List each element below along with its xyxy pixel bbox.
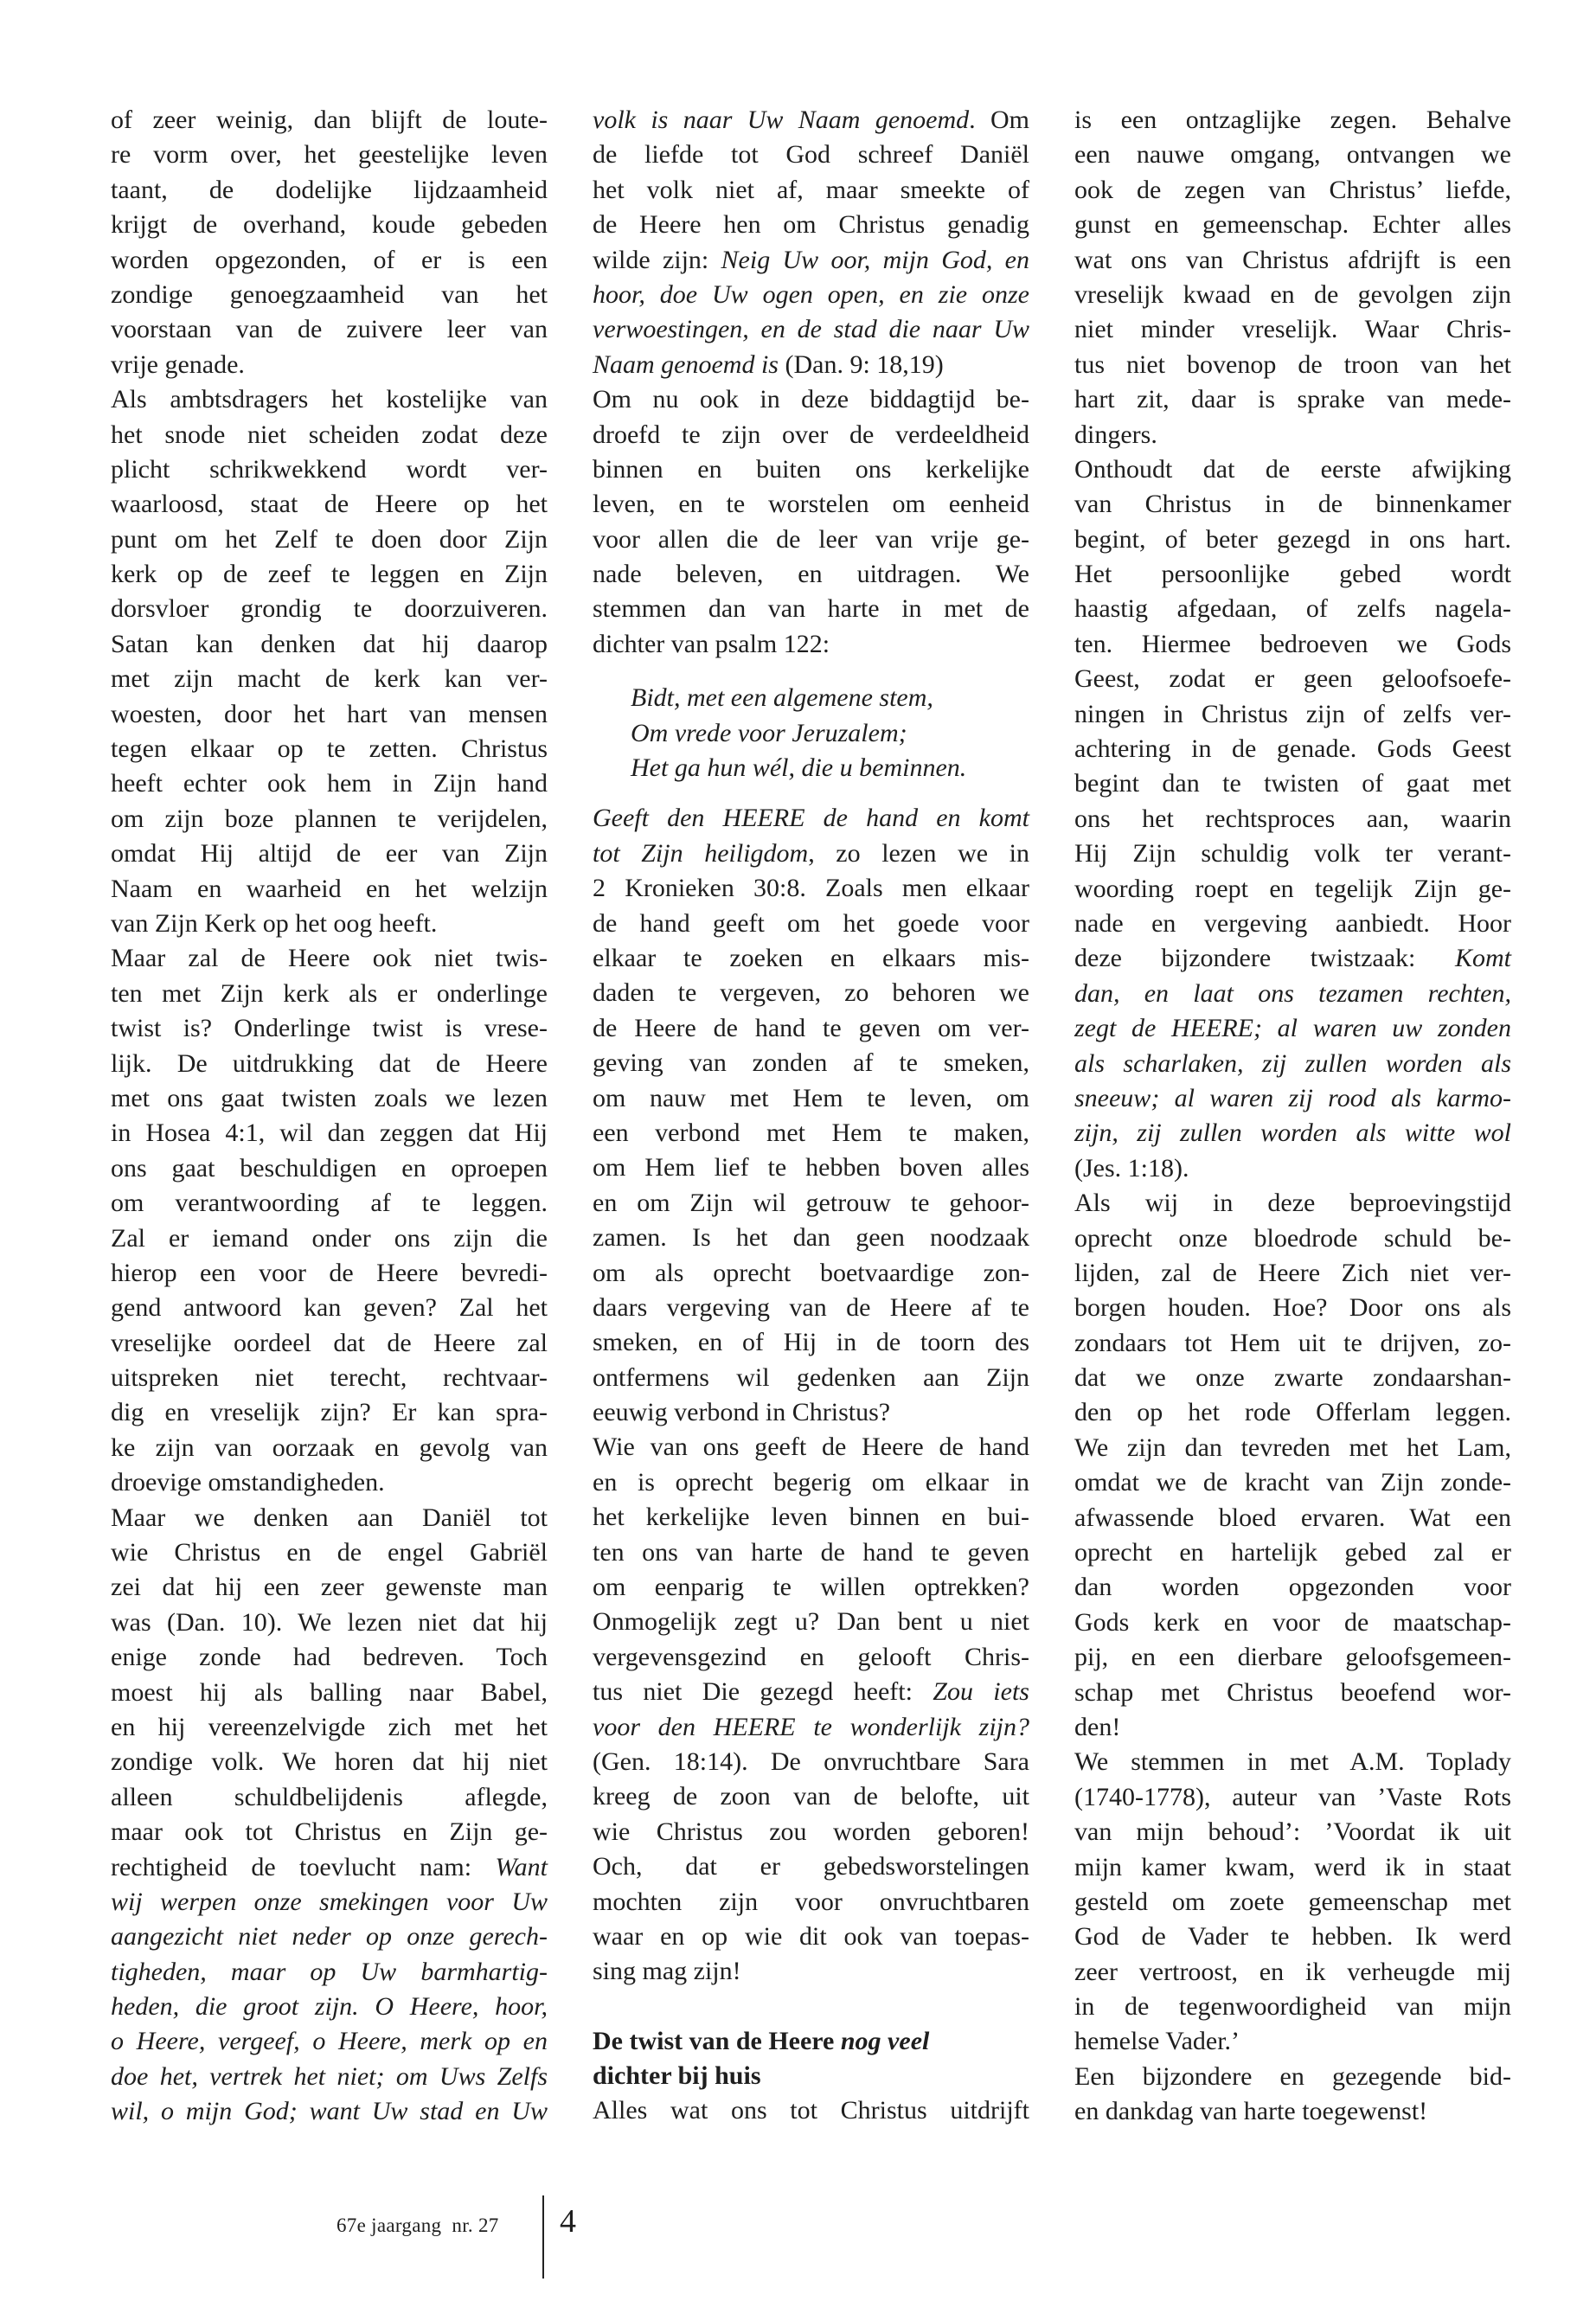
text-line: een verbond met Hem te maken, (593, 1118, 1029, 1147)
paragraph (1074, 1745, 1511, 2060)
text-line: den! (1074, 1712, 1121, 1741)
text-line: om eenparig te willen optrekken? (593, 1573, 1029, 1602)
text-line: enige zonde had bedreven. Toch (111, 1643, 548, 1672)
text-line: lijden, zal de Heere Zich niet ver- (1074, 1258, 1511, 1287)
text-line: ons het rechtsproces aan, waarin (1074, 804, 1511, 833)
text-line: oprecht onze bloedrode schuld be- (1074, 1223, 1511, 1253)
text-line (111, 2024, 548, 2059)
text-line: was (Dan. 10). We lezen niet dat hij (111, 1607, 548, 1637)
text-line: ningen in Christus zijn of zelfs ver- (1074, 699, 1511, 728)
text-line (593, 243, 1029, 278)
text-line (593, 103, 1029, 138)
text-line: Hij Zijn schuldig volk ter verant- (1074, 839, 1511, 868)
text-line: wie Christus zou worden geboren! (593, 1817, 1029, 1846)
italic-text: volk is naar Uw Naam genoemd (593, 106, 970, 134)
text-line: stemmen dan van harte in met de (593, 594, 1029, 624)
text-line: zamen. Is het dan geen noodzaak (593, 1223, 1029, 1253)
text: rechtigheid de toevlucht nam: (111, 1852, 496, 1881)
section-heading (593, 2024, 1029, 2094)
text-line: vrije genade. (111, 349, 245, 379)
text-line: dat we onze zwarte zondaarshan- (1074, 1363, 1511, 1393)
text-line: We zijn dan tevreden met het Lam, (1074, 1433, 1511, 1462)
text-line (111, 2094, 548, 2129)
text-line: haastig afgedaan, of zelfs nagela- (1074, 594, 1511, 624)
text-line: leven, en te worstelen om eenheid (593, 490, 1029, 519)
text-line: met zijn macht de kerk kan ver- (111, 664, 548, 694)
text-line: mijn kamer kwam, werd ik in staat (1074, 1852, 1511, 1881)
text-line: hierop een voor de Heere bevredi- (111, 1258, 548, 1287)
text-column-2 (593, 103, 1029, 2129)
text-line (1074, 1011, 1511, 1046)
text-line: nade beleven, en uitdragen. We (593, 560, 1029, 589)
text-column-1 (111, 103, 548, 2130)
text-line: (Gen. 18:14). De onvruchtbare Sara (593, 1747, 1029, 1776)
text-line: Om nu ook in deze biddagtijd be- (593, 385, 1029, 414)
text: wilde zijn: (593, 245, 721, 274)
text: . Om (969, 106, 1030, 134)
text-line: zondige genoegzaamheid van het (111, 279, 548, 309)
page-number: 4 (560, 2203, 576, 2240)
paragraph (593, 1430, 1029, 1989)
italic-text: dan, en laat ons tezamen rechten, (1074, 978, 1511, 1008)
text-line: omdat we de kracht van Zijn zonde- (1074, 1468, 1511, 1497)
italic-text: wij werpen onze smekingen voor Uw (111, 1887, 548, 1916)
text-line (593, 2024, 1029, 2059)
text-line (593, 348, 1029, 382)
text-line: borgen houden. Hoe? Door ons als (1074, 1293, 1511, 1323)
footer-divider (542, 2195, 544, 2279)
text-line: de hand geeft om het goede voor (593, 908, 1029, 938)
paragraph (1074, 103, 1511, 452)
text-line: ook de zegen van Christus’ liefde, (1074, 175, 1511, 204)
text-line (593, 836, 1029, 871)
text-line: eeuwig verbond in Christus? (593, 1398, 891, 1427)
text-line: binnen en buiten ons kerkelijke (593, 454, 1029, 484)
text-line: schap met Christus beoefend wor- (1074, 1677, 1511, 1707)
text-line: wat ons van Christus afdrijft is een (1074, 245, 1511, 274)
text-line: Zal er iemand onder ons zijn die (111, 1223, 548, 1253)
text-line: vreselijk kwaad en de gevolgen zijn (1074, 279, 1511, 309)
text-line: de Heere de hand te geven om ver- (593, 1013, 1029, 1042)
text-line (593, 312, 1029, 347)
text-line: maar ook tot Christus en Zijn ge- (111, 1817, 548, 1847)
text-line: wie Christus en de engel Gabriël (111, 1538, 548, 1567)
text-line: gesteld om zoete gemeenschap met (1074, 1887, 1511, 1916)
paragraph (593, 382, 1029, 662)
text-line: voor allen die de leer van vrije ge- (593, 524, 1029, 554)
text-line: van Zijn Kerk op het oog heeft. (111, 908, 438, 938)
text-line: zondaars tot Hem uit te drijven, zo- (1074, 1328, 1511, 1357)
text-line: woording roept en tegelijk Zijn ge- (1074, 874, 1511, 903)
text-line: Naam en waarheid en het welzijn (111, 874, 548, 903)
text-line: nade en vergeving aanbiedt. Hoor (1074, 908, 1511, 938)
text-line: dingers. (1074, 420, 1157, 449)
text-line: en hij vereenzelvigde zich met het (111, 1712, 548, 1741)
text-line (1074, 1116, 1511, 1150)
italic-text: o Heere, vergeef, o Heere, merk op en (111, 2027, 548, 2056)
text-line: ons gaat beschuldigen en oproepen (111, 1153, 548, 1183)
text-line: is een ontzaglijke zegen. Behalve (1074, 106, 1511, 134)
text-line: een nauwe omgang, ontvangen we (1074, 140, 1511, 170)
text-line: (1740-1778), auteur van ’Vaste Rots (1074, 1782, 1511, 1811)
text-line: taant, de dodelijke lijdzaamheid (111, 175, 548, 204)
text: De twist van de Heere (593, 2026, 841, 2055)
text-line (111, 1920, 548, 1954)
text-line: Alles wat ons tot Christus uitdrijft (593, 2096, 1029, 2125)
text-line: begint dan te twisten of gaat met (1074, 769, 1511, 798)
text-line: of zeer weinig, dan blijft de loute- (111, 106, 548, 134)
text-line: daars vergeving van de Heere af te (593, 1292, 1029, 1322)
italic-text: zijn, zij zullen worden als witte wol (1074, 1118, 1511, 1148)
text-line: sing mag zijn! (593, 1957, 741, 1986)
text-line: kerk op de zeef te leggen en Zijn (111, 560, 548, 589)
text-line: elkaar te zoeken en elkaars mis- (593, 943, 1029, 972)
text-line: tus niet bovenop de troon van het (1074, 349, 1511, 379)
text-line: ten. Hiermee bedroeven we Gods (1074, 629, 1511, 658)
text-line: woesten, door het hart van mensen (111, 699, 548, 728)
text-line: niet minder vreselijk. Waar Chris- (1074, 315, 1511, 344)
text-column-3 (1074, 103, 1511, 2130)
text-line: het volk niet af, maar smeekte of (593, 175, 1029, 204)
text-line: afwassende bloed ervaren. Wat een (1074, 1503, 1511, 1532)
text-line: achtering in de genade. Gods Geest (1074, 734, 1511, 764)
text-line (1074, 941, 1511, 976)
text-line: Onthoudt dat de eerste afwijking (1074, 454, 1511, 484)
text-line: Gods kerk en voor de maatschap- (1074, 1607, 1511, 1637)
text-line: zei dat hij een zeer gewenste man (111, 1573, 548, 1602)
italic-text: doe het, vertrek het niet; om Uws Zelfs (111, 2061, 548, 2091)
italic-text: Want (495, 1852, 548, 1881)
text-line: Onmogelijk zegt u? Dan bent u niet (593, 1607, 1029, 1637)
text-line (111, 1955, 548, 1990)
text-line: begint, of beter gezegd in ons hart. (1074, 524, 1511, 554)
text-line (111, 1990, 548, 2024)
text-line: kreeg de zoon van de belofte, uit (593, 1782, 1029, 1811)
text-line: 2 Kronieken 30:8. Zoals men elkaar (593, 874, 1029, 903)
italic-text: Neig Uw oor, mijn God, en (721, 245, 1029, 274)
text-line: Wie van ons geeft de Heere de hand (593, 1433, 1029, 1462)
text-line: God de Vader te hebben. Ik werd (1074, 1922, 1511, 1952)
text-line: Om vrede voor Jeruzalem; (631, 718, 907, 747)
text-line: om nauw met Hem te leven, om (593, 1083, 1029, 1112)
text-line: pij, en een dierbare geloofsgemeen- (1074, 1643, 1511, 1672)
italic-text: zegt de HEERE; al waren uw zonden (1074, 1014, 1511, 1043)
text-line (593, 1710, 1029, 1745)
paragraph (1074, 1186, 1511, 1745)
text-line: omdat Hij altijd de eer van Zijn (111, 839, 548, 868)
italic-text: voor den HEERE te wonderlijk zijn? (593, 1712, 1029, 1741)
text-line: Bidt, met een algemene stem, (631, 683, 933, 713)
text-line: Satan kan denken dat hij daarop (111, 629, 548, 658)
text-line: gunst en gemeenschap. Echter alles (1074, 210, 1511, 240)
text-line: uitspreken niet terecht, rechtvaar- (111, 1363, 548, 1393)
text-line: vreselijke oordeel dat de Heere zal (111, 1328, 548, 1357)
text-line: het kerkelijke leven binnen en bui- (593, 1503, 1029, 1532)
text-line: droevige omstandigheden. (111, 1468, 385, 1497)
text-line (593, 1675, 1029, 1709)
paragraph (1074, 452, 1511, 1186)
paragraph (593, 801, 1029, 1430)
text-line (593, 278, 1029, 312)
text-line (593, 801, 1029, 836)
text-line: en dankdag van harte toegewenst! (1074, 2097, 1428, 2126)
text-line: dan worden opgezonden voor (1074, 1573, 1511, 1602)
text-line (111, 1885, 548, 1920)
text-line: Geest, zodat er geen geloofsoefe- (1074, 664, 1511, 694)
text-line: ten met Zijn kerk als er onderlinge (111, 978, 548, 1008)
italic-text: Naam genoemd is (593, 349, 779, 379)
text-line: Och, dat er gebedsworstelingen (593, 1852, 1029, 1881)
text-line: zondige volk. We horen dat hij niet (111, 1747, 548, 1777)
text-line: lijk. De uitdrukking dat de Heere (111, 1048, 548, 1078)
paragraph (111, 1501, 548, 2130)
text-line: Als ambtsdragers het kostelijke van (111, 385, 548, 414)
italic-text: nog veel (840, 2026, 930, 2055)
text-line: Als wij in deze beproevingstijd (1074, 1189, 1511, 1218)
text: (Dan. 9: 18,19) (778, 349, 944, 379)
italic-text: tot Zijn heiligdom (593, 838, 809, 868)
text-line: het snode niet scheiden zodat deze (111, 420, 548, 449)
text-line: waar en op wie dit ook van toepas- (593, 1921, 1029, 1951)
text-line: punt om het Zelf te doen door Zijn (111, 524, 548, 554)
text-line: om Hem lief te hebben boven alles (593, 1153, 1029, 1183)
text-line (1074, 1081, 1511, 1116)
text-line: van Christus in de binnenkamer (1074, 490, 1511, 519)
italic-text: als scharlaken, zij zullen worden als (1074, 1048, 1511, 1078)
text-line: We stemmen in met A.M. Toplady (1074, 1747, 1511, 1777)
text-line: ke zijn van oorzaak en gevolg van (111, 1433, 548, 1462)
text-line: daden te vergeven, zo behoren we (593, 978, 1029, 1008)
text-line: voorstaan van de zuivere leer van (111, 315, 548, 344)
paragraph (593, 103, 1029, 382)
italic-text: sneeuw; al waren zij rood als karmo- (1074, 1083, 1511, 1112)
text-line: Het persoonlijke gebed wordt (1074, 560, 1511, 589)
text: deze bijzondere twistzaak: (1074, 944, 1455, 973)
text-line: en om Zijn wil getrouw te gehoor- (593, 1188, 1029, 1217)
text-line: met ons gaat twisten zoals we lezen (111, 1083, 548, 1112)
text-line: Een bijzondere en gezegende bid- (1074, 2061, 1511, 2091)
text-line: alleen schuldbelijdenis aflegde, (111, 1782, 548, 1811)
text-line: hemelse Vader.’ (1074, 2027, 1240, 2056)
text-line: heeft echter ook hem in Zijn hand (111, 769, 548, 798)
text-line: Maar we denken aan Daniël tot (111, 1503, 548, 1532)
italic-text: wil, o mijn God; want Uw stad en Uw (111, 2097, 548, 2126)
text-line: Maar zal de Heere ook niet twis- (111, 944, 548, 973)
text-line: zeer vertroost, en ik verheugde mij (1074, 1957, 1511, 1986)
text-line: moest hij als balling naar Babel, (111, 1677, 548, 1707)
paragraph (111, 382, 548, 941)
text-line: oprecht en hartelijk gebed zal er (1074, 1538, 1511, 1567)
paragraph (111, 103, 548, 382)
paragraph (1074, 2060, 1511, 2130)
text-line: waarloosd, staat de Heere op het (111, 490, 548, 519)
text-line: dichter bij huis (593, 2061, 761, 2091)
text-line: de Heere hen om Christus genadig (593, 210, 1029, 240)
text-line: krijgt de overhand, koude gebeden (111, 210, 548, 240)
text-line: tegen elkaar op te zetten. Christus (111, 734, 548, 764)
footer-issue-label: 67e jaargang nr. 27 (337, 2214, 499, 2236)
text-line: smeken, en of Hij in de toorn des (593, 1328, 1029, 1357)
text-line: Het ga hun wél, die u beminnen. (631, 753, 967, 783)
text-line (111, 1850, 548, 1885)
text-line: dig en vreselijk zijn? Er kan spra- (111, 1398, 548, 1427)
text-line: om als oprecht boetvaardige zon- (593, 1258, 1029, 1287)
text-line: en is oprecht begerig om elkaar in (593, 1467, 1029, 1497)
italic-text: tigheden, maar op Uw barmhartig- (111, 1957, 548, 1986)
text-line: hart zit, daar is sprake van mede- (1074, 385, 1511, 414)
text-line: in Hosea 4:1, wil dan zeggen dat Hij (111, 1118, 548, 1148)
text-line: om verantwoording af te leggen. (111, 1189, 548, 1218)
text-line: vergevensgezind en gelooft Chris- (593, 1642, 1029, 1671)
text: , zo lezen we in (808, 838, 1029, 868)
text-line: de liefde tot God schreef Daniël (593, 140, 1029, 170)
text-line (111, 2060, 548, 2094)
text-line: worden opgezonden, of er is een (111, 245, 548, 274)
italic-text: verwoestingen, en de stad die naar Uw (593, 315, 1029, 344)
italic-text: hoor, doe Uw ogen open, en zie onze (593, 279, 1029, 309)
italic-text: Komt (1454, 944, 1511, 973)
poem-quote (631, 681, 1029, 785)
text-line: dorsvloer grondig te doorzuiveren. (111, 594, 548, 624)
italic-text: Geeft den HEERE de hand en komt (593, 804, 1029, 833)
paragraph (111, 941, 548, 1500)
text-line: geving van zonden af te smeken, (593, 1048, 1029, 1078)
text-line (1074, 977, 1511, 1011)
text-line: ten ons van harte de hand te geven (593, 1537, 1029, 1567)
text-line: (Jes. 1:18). (1074, 1153, 1189, 1183)
text-line: van mijn behoud’: ’Voordat ik uit (1074, 1817, 1511, 1847)
text-line: om zijn boze plannen te verijdelen, (111, 804, 548, 833)
text: tus niet Die gezegd heeft: (593, 1677, 933, 1707)
text-line: mochten zijn voor onvruchtbaren (593, 1887, 1029, 1916)
text-line (1074, 1047, 1511, 1081)
text-line: droefd te zijn over de verdeeldheid (593, 420, 1029, 449)
italic-text: Zou iets (933, 1677, 1029, 1707)
italic-text: aangezicht niet neder op onze gerech- (111, 1922, 548, 1952)
text-line: in de tegenwoordigheid van mijn (1074, 1992, 1511, 2022)
text-line: plicht schrikwekkend wordt ver- (111, 454, 548, 484)
text-line: twist is? Onderlinge twist is vrese- (111, 1014, 548, 1043)
italic-text: heden, die groot zijn. O Heere, hoor, (111, 1992, 548, 2022)
text-line: gend antwoord kan geven? Zal het (111, 1293, 548, 1323)
text-line: ontfermens wil gedenken aan Zijn (593, 1362, 1029, 1392)
text-line: den op het rode Offerlam leggen. (1074, 1398, 1511, 1427)
text-line: re vorm over, het geestelijke leven (111, 140, 548, 170)
paragraph (593, 2093, 1029, 2128)
text-line: dichter van psalm 122: (593, 629, 830, 658)
